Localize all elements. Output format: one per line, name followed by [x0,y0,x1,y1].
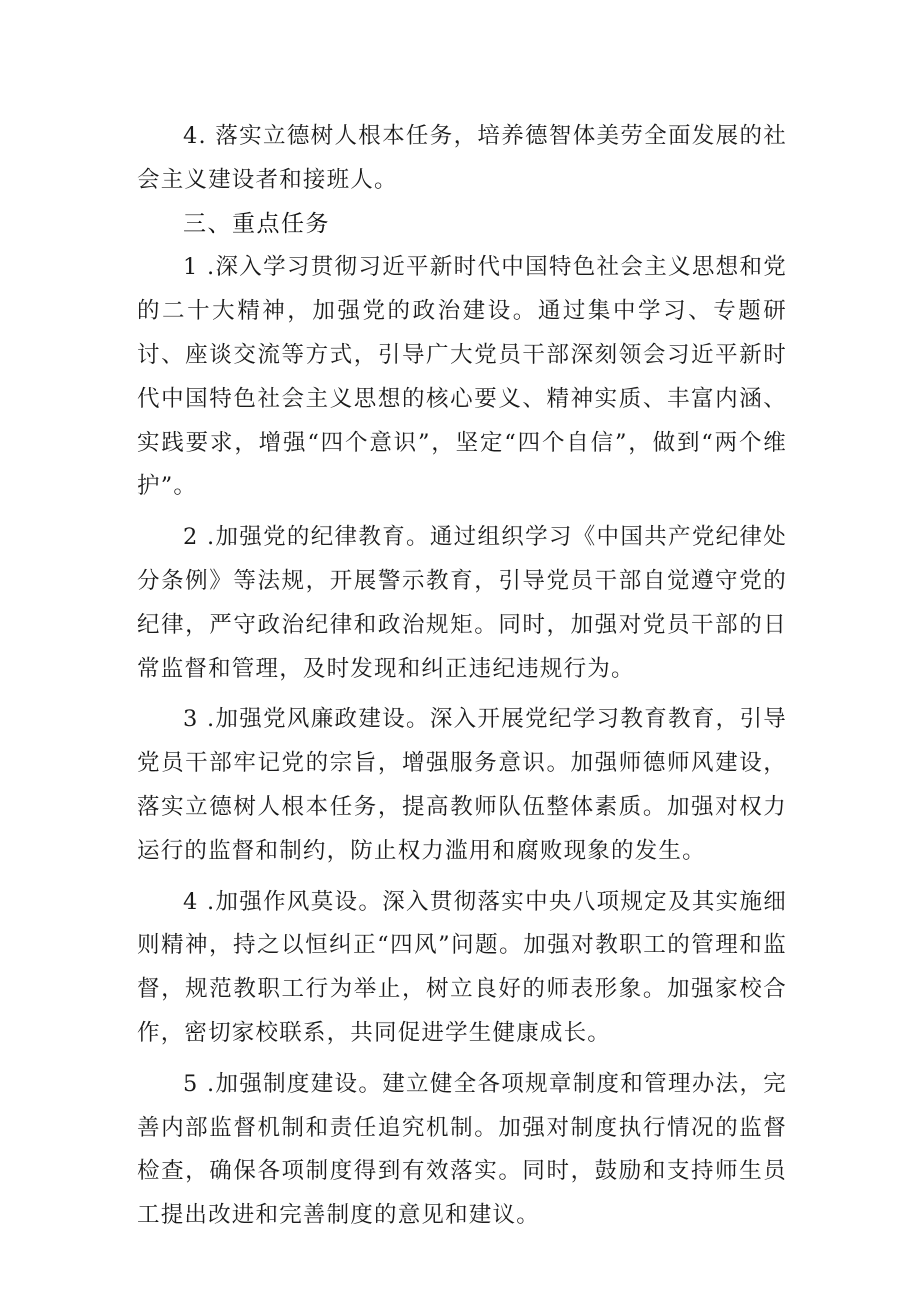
paragraph-task-1: 1 .深入学习贯彻习近平新时代中国特色社会主义思想和党的二十大精神，加强党的政治建设。通过集中学习、专题研讨、座谈交流等方式，引导广大党员干部深刻领会习近平新时代中国特色社会主义思想的核心要义、精神实质、丰富内涵、实践要求，增强“四个意识”，坚定“四个自信”，做到“两个维护”。 [137,254,787,500]
paragraph-task-4: 4 .加强作风莫设。深入贯彻落实中央八项规定及其实施细则精神，持之以恒纠正“四风”问题。加强对教职工的管理和监督，规范教职工行为举止，树立良好的师表形象。加强家校合作，密切家校联系，共同促进学生健康成长。 [137,888,787,1046]
paragraph-task-5: 5 .加强制度建设。建立健全各项规章制度和管理办法，完善内部监督机制和责任追究机制。加强对制度执行情况的监督检查，确保各项制度得到有效落实。同时，鼓励和支持师生员工提出改进和完善制度的意见和建议。 [137,1070,787,1229]
section-heading-key-tasks: 三、重点任务 [183,210,330,237]
document-body [137,115,787,1238]
paragraph-task-3: 3 .加强党风廉政建设。深入开展党纪学习教育教育，引导党员干部牢记党的宗旨，增强服务意识。加强师德师风建设，落实立德树人根本任务，提高教师队伍整体素质。加强对权力运行的监督和制约，防止权力滥用和腐败现象的发生。 [137,706,787,864]
paragraph-goal-4: 4. 落实立德树人根本任务，培养德智体美劳全面发展的社会主义建设者和接班人。 [137,123,787,193]
paragraph-task-2: 2 .加强党的纪律教育。通过组织学习《中国共产党纪律处分条例》等法规，开展警示教育，引导党员干部自觉遵守党的纪律，严守政治纪律和政治规矩。同时，加强对党员干部的日常监督和管理，及时发现和纠正违纪违规行为。 [137,524,787,682]
